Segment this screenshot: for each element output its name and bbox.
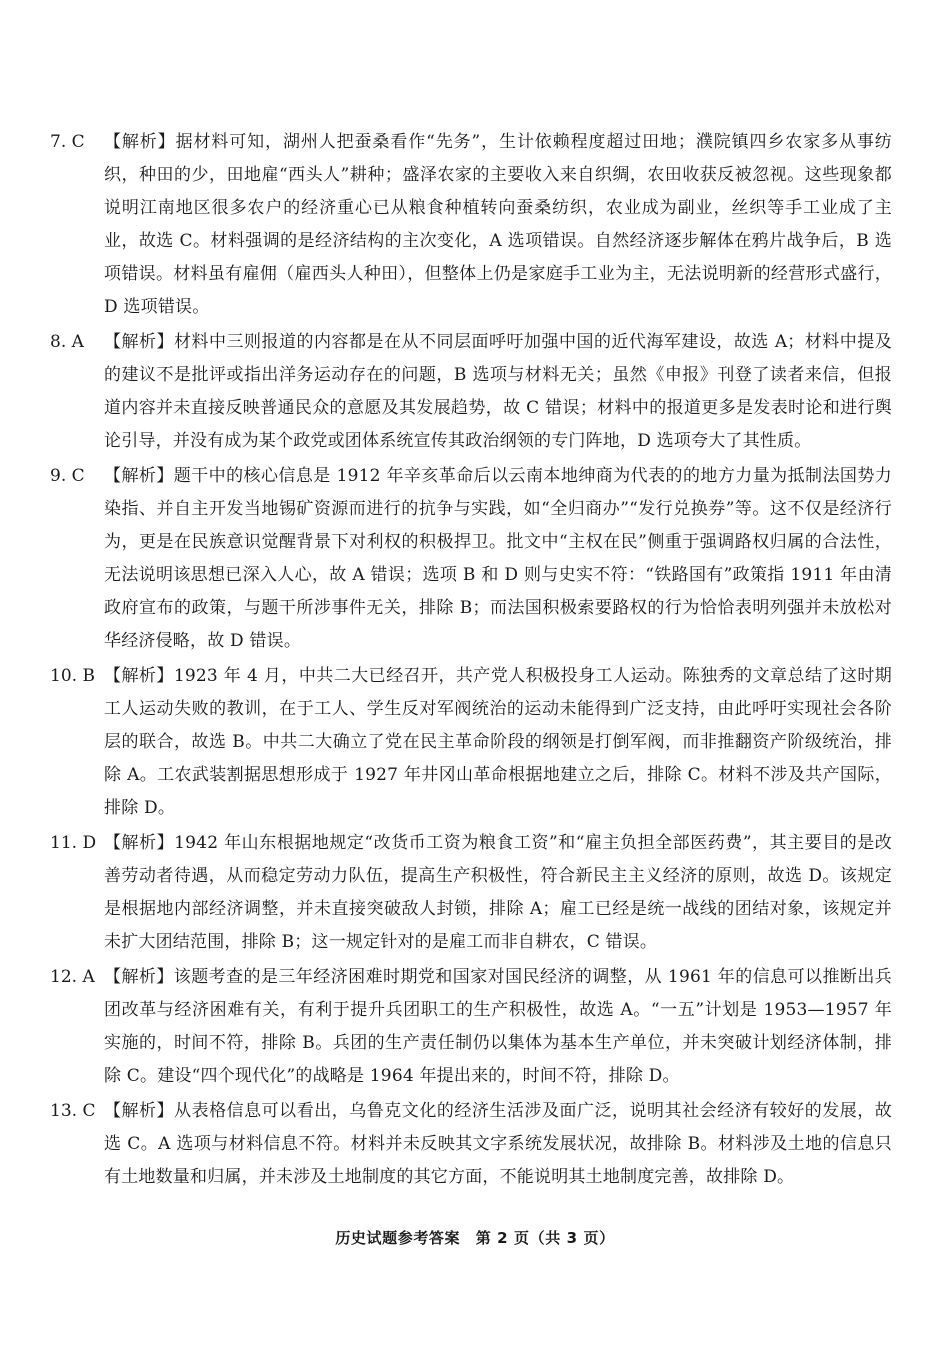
- answer-explanation: 【解析】题干中的核心信息是 1912 年辛亥革命后以云南本地绅商为代表的的地方力量为抵制法国势力染指、并自主开发当地锡矿资源而进行的抗争与实践，如“全归商办”“发行兑换券”等。这不仅是经济行为，更是在民族意识觉醒背景下对利权的积极捍卫。批文中“主权在民”侧重于强调路权归属的合法性，无法说明该思想已深入人心，故 A 错误；选项 B 和 D 则与史实不符：“铁路国有”政策指 1911 年由清政府宣布的政策，与题干所涉事件无关，排除 B；而法国积极索要路权的行为恰恰表明列强并未放松对华经济侵略，故 D 错误。: [104, 466, 892, 651]
- answer-explanation: 【解析】该题考查的是三年经济困难时期党和国家对国民经济的调整，从 1961 年的信息可以推断出兵团改革与经济困难有关，有利于提升兵团职工的生产积极性，故选 A。“一五”计划是 1953—1957 年实施的，时间不符，排除 B。兵团的生产责任制仍以集体为基本生产单位，并未突破计划经济体制，排除 C。建设“四个现代化”的战略是 1964 年提出来的，时间不符，排除 D。: [104, 967, 892, 1086]
- answer-item-12: [50, 961, 892, 1093]
- answer-number: 11. D: [50, 833, 97, 853]
- answer-item-7: [50, 126, 892, 324]
- answer-item-10: [50, 660, 892, 825]
- answer-item-8: [50, 326, 892, 458]
- answer-explanation: 【解析】从表格信息可以看出，乌鲁克文化的经济生活涉及面广泛，说明其社会经济有较好的发展，故选 C。A 选项与材料信息不符。材料并未反映其文字系统发展状况，故排除 B。材料涉及土地的信息只有土地数量和归属，并未涉及土地制度的其它方面，不能说明其土地制度完善，故排除 D。: [104, 1101, 892, 1187]
- answer-number: 13. C: [50, 1101, 96, 1121]
- answer-number: 8. A: [50, 332, 84, 352]
- answer-number: 10. B: [50, 666, 95, 686]
- answer-number: 9. C: [50, 466, 85, 486]
- answer-number: 7. C: [50, 132, 85, 152]
- answer-item-13: [50, 1095, 892, 1194]
- answer-explanation: 【解析】1942 年山东根据地规定“改货币工资为粮食工资”和“雇主负担全部医药费”，其主要目的是改善劳动者待遇，从而稳定劳动力队伍，提高生产积极性，符合新民主主义经济的原则，故选 D。该规定是根据地内部经济调整，并未直接突破敌人封锁，排除 A；雇工已经是统一战线的团结对象，该规定并未扩大团结范围，排除 B；这一规定针对的是雇工而非自耕农，C 错误。: [104, 833, 892, 952]
- answer-number: 12. A: [50, 967, 95, 987]
- answer-item-9: [50, 460, 892, 658]
- answer-explanation: 【解析】1923 年 4 月，中共二大已经召开，共产党人积极投身工人运动。陈独秀的文章总结了这时期工人运动失败的教训，在于工人、学生反对军阀统治的运动未能得到广泛支持，由此呼吁实现社会各阶层的联合，故选 B。中共二大确立了党在民主革命阶段的纲领是打倒军阀，而非推翻资产阶级统治，排除 A。工农武装割据思想形成于 1927 年井冈山革命根据地建立之后，排除 C。材料不涉及共产国际，排除 D。: [104, 666, 892, 818]
- answer-explanation: 【解析】据材料可知，湖州人把蚕桑看作“先务”，生计依赖程度超过田地；濮院镇四乡农家多从事纺织，种田的少，田地雇“西头人”耕种；盛泽农家的主要收入来自织绸，农田收获反被忽视。这些现象都说明江南地区很多农户的经济重心已从粮食种植转向蚕桑纺织，农业成为副业，丝织等手工业成了主业，故选 C。材料强调的是经济结构的主次变化，A 选项错误。自然经济逐步解体在鸦片战争后，B 选项错误。材料虽有雇佣（雇西头人种田），但整体上仍是家庭手工业为主，无法说明新的经营形式盛行，D 选项错误。: [104, 132, 892, 317]
- answer-list: [50, 126, 892, 1196]
- page-footer: 历史试题参考答案 第 2 页（共 3 页）: [335, 1229, 615, 1247]
- answer-explanation: 【解析】材料中三则报道的内容都是在从不同层面呼吁加强中国的近代海军建设，故选 A；材料中提及的建议不是批评或指出洋务运动存在的问题，B 选项与材料无关；虽然《申报》刊登了读者来信，但报道内容并未直接反映普通民众的意愿及其发展趋势，故 C 错误；材料中的报道更多是发表时论和进行舆论引导，并没有成为某个政党或团体系统宣传其政治纲领的专门阵地，D 选项夸大了其性质。: [104, 332, 892, 451]
- answer-item-11: [50, 827, 892, 959]
